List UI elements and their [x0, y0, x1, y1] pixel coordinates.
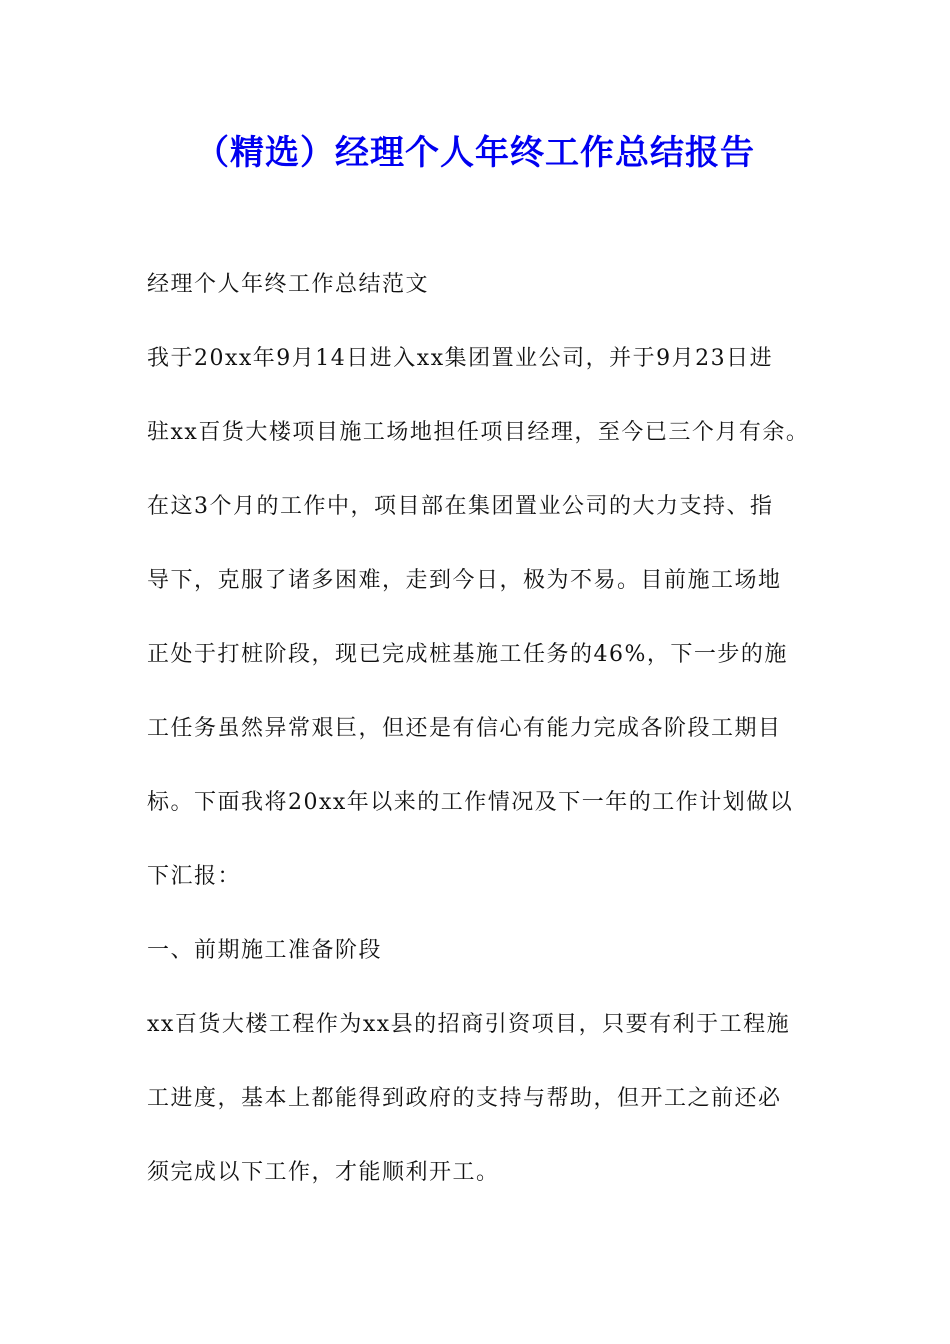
paragraph-line: 下汇报： [147, 864, 242, 889]
section-heading [147, 914, 812, 988]
document-title: （精选）经理个人年终工作总结报告 [195, 133, 755, 173]
paragraph-line: 须完成以下工作，才能顺利开工。 [147, 1160, 500, 1185]
paragraph-line: 驻xx百货大楼项目施工场地担任项目经理，至今已三个月有余。 [147, 420, 810, 445]
paragraph-line: 在这3个月的工作中，项目部在集团置业公司的大力支持、指 [147, 494, 774, 519]
paragraph-line: 正处于打桩阶段，现已完成桩基施工任务的46%，下一步的施 [147, 642, 788, 667]
paragraph-preparation [147, 988, 812, 1210]
paragraph-line: 我于20xx年9月14日进入xx集团置业公司，并于9月23日进 [147, 346, 774, 371]
paragraph-line: 工任务虽然异常艰巨，但还是有信心有能力完成各阶段工期目 [147, 716, 782, 741]
document-subtitle [147, 248, 812, 322]
paragraph-line: xx百货大楼工程作为xx县的招商引资项目，只要有利于工程施 [147, 1012, 791, 1037]
paragraph-line: 工进度，基本上都能得到政府的支持与帮助，但开工之前还必 [147, 1086, 782, 1111]
section-heading-text: 一、前期施工准备阶段 [147, 938, 383, 963]
paragraph-line: 标。下面我将20xx年以来的工作情况及下一年的工作计划做以 [147, 790, 794, 815]
paragraph-intro [147, 322, 812, 914]
subtitle-text: 经理个人年终工作总结范文 [147, 272, 430, 297]
paragraph-line: 导下，克服了诸多困难，走到今日，极为不易。目前施工场地 [147, 568, 782, 593]
